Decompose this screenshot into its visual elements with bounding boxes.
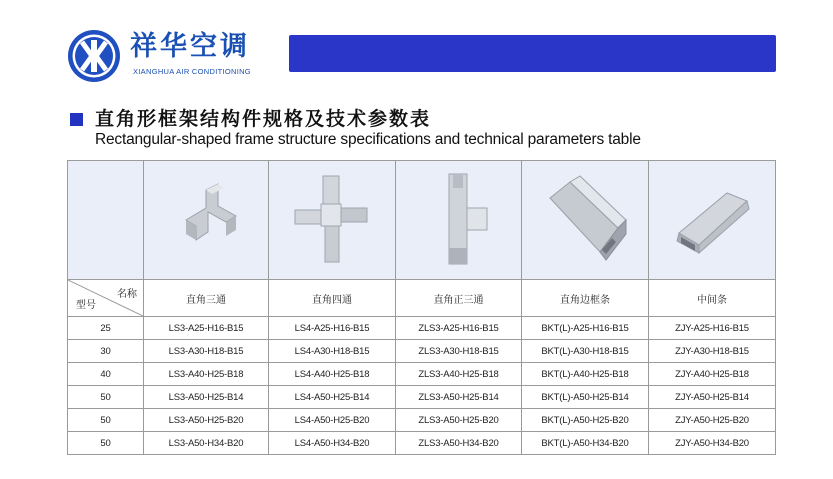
spec-cell: LS4-A30-H18-B15 (269, 340, 396, 363)
spec-cell: LS3-A40-H25-B18 (144, 363, 269, 386)
spec-cell: BKT(L)-A50-H25-B20 (522, 409, 649, 432)
corner-name-label: 名称 (117, 289, 137, 300)
spec-cell: LS3-A25-H16-B15 (144, 317, 269, 340)
image-cell (649, 161, 776, 280)
spec-cell: BKT(L)-A40-H25-B18 (522, 363, 649, 386)
spec-cell: ZJY-A30-H18-B15 (649, 340, 776, 363)
column-header: 中间条 (649, 280, 776, 317)
spec-cell: BKT(L)-A50-H34-B20 (522, 432, 649, 455)
spec-cell: LS4-A40-H25-B18 (269, 363, 396, 386)
edge-frame-strip-image (540, 170, 630, 270)
spec-cell: LS3-A50-H25-B20 (144, 409, 269, 432)
tee-joint-image (166, 180, 246, 260)
model-cell: 50 (68, 386, 144, 409)
spec-cell: LS4-A50-H25-B14 (269, 386, 396, 409)
header-bar (289, 35, 776, 72)
header-row (68, 280, 776, 317)
spec-cell: LS3-A50-H25-B14 (144, 386, 269, 409)
corner-model-label: 型号 (76, 300, 96, 311)
image-cell (144, 161, 269, 280)
middle-strip-image (667, 175, 757, 265)
section-bullet (70, 113, 83, 126)
spec-cell: LS3-A30-H18-B15 (144, 340, 269, 363)
spec-cell: ZJY-A40-H25-B18 (649, 363, 776, 386)
spec-cell: LS4-A50-H34-B20 (269, 432, 396, 455)
table-row (68, 432, 776, 455)
spec-cell: LS4-A50-H25-B20 (269, 409, 396, 432)
model-cell: 25 (68, 317, 144, 340)
model-cell: 50 (68, 432, 144, 455)
table-row (68, 363, 776, 386)
section-title: 直角形框架结构件规格及技术参数表 (95, 108, 432, 130)
column-header: 直角四通 (269, 280, 396, 317)
corner-cell (68, 280, 144, 317)
spec-cell: ZLS3-A50-H34-B20 (396, 432, 522, 455)
table-row (68, 317, 776, 340)
column-header: 直角三通 (144, 280, 269, 317)
spec-cell: ZLS3-A50-H25-B14 (396, 386, 522, 409)
spec-cell: ZJY-A50-H25-B20 (649, 409, 776, 432)
spec-cell: ZJY-A50-H34-B20 (649, 432, 776, 455)
spec-cell: ZJY-A50-H25-B14 (649, 386, 776, 409)
model-cell: 40 (68, 363, 144, 386)
table-row (68, 386, 776, 409)
cross-joint-image (287, 170, 377, 270)
t-joint-image (419, 170, 499, 270)
spec-cell: ZLS3-A25-H16-B15 (396, 317, 522, 340)
spec-cell: BKT(L)-A50-H25-B14 (522, 386, 649, 409)
spec-cell: ZLS3-A30-H18-B15 (396, 340, 522, 363)
spec-cell: ZJY-A25-H16-B15 (649, 317, 776, 340)
spec-cell: ZLS3-A50-H25-B20 (396, 409, 522, 432)
image-cell (396, 161, 522, 280)
spec-cell: BKT(L)-A30-H18-B15 (522, 340, 649, 363)
column-header: 直角边框条 (522, 280, 649, 317)
brand-english-name: XIANGHUA AIR CONDITIONING (133, 67, 251, 76)
model-cell: 50 (68, 409, 144, 432)
spec-table (67, 160, 776, 455)
model-cell: 30 (68, 340, 144, 363)
table-row (68, 340, 776, 363)
table-row (68, 409, 776, 432)
image-cell (269, 161, 396, 280)
brand-name: 祥华空调 (130, 31, 250, 62)
section-subtitle: Rectangular-shaped frame structure specifications and technical parameters table (95, 131, 641, 148)
spec-cell: BKT(L)-A25-H16-B15 (522, 317, 649, 340)
spec-cell: LS4-A25-H16-B15 (269, 317, 396, 340)
image-cell (522, 161, 649, 280)
image-row (68, 161, 776, 280)
image-corner-cell (68, 161, 144, 280)
column-header: 直角正三通 (396, 280, 522, 317)
spec-cell: ZLS3-A40-H25-B18 (396, 363, 522, 386)
spec-cell: LS3-A50-H34-B20 (144, 432, 269, 455)
xianghua-logo-icon (66, 28, 122, 84)
